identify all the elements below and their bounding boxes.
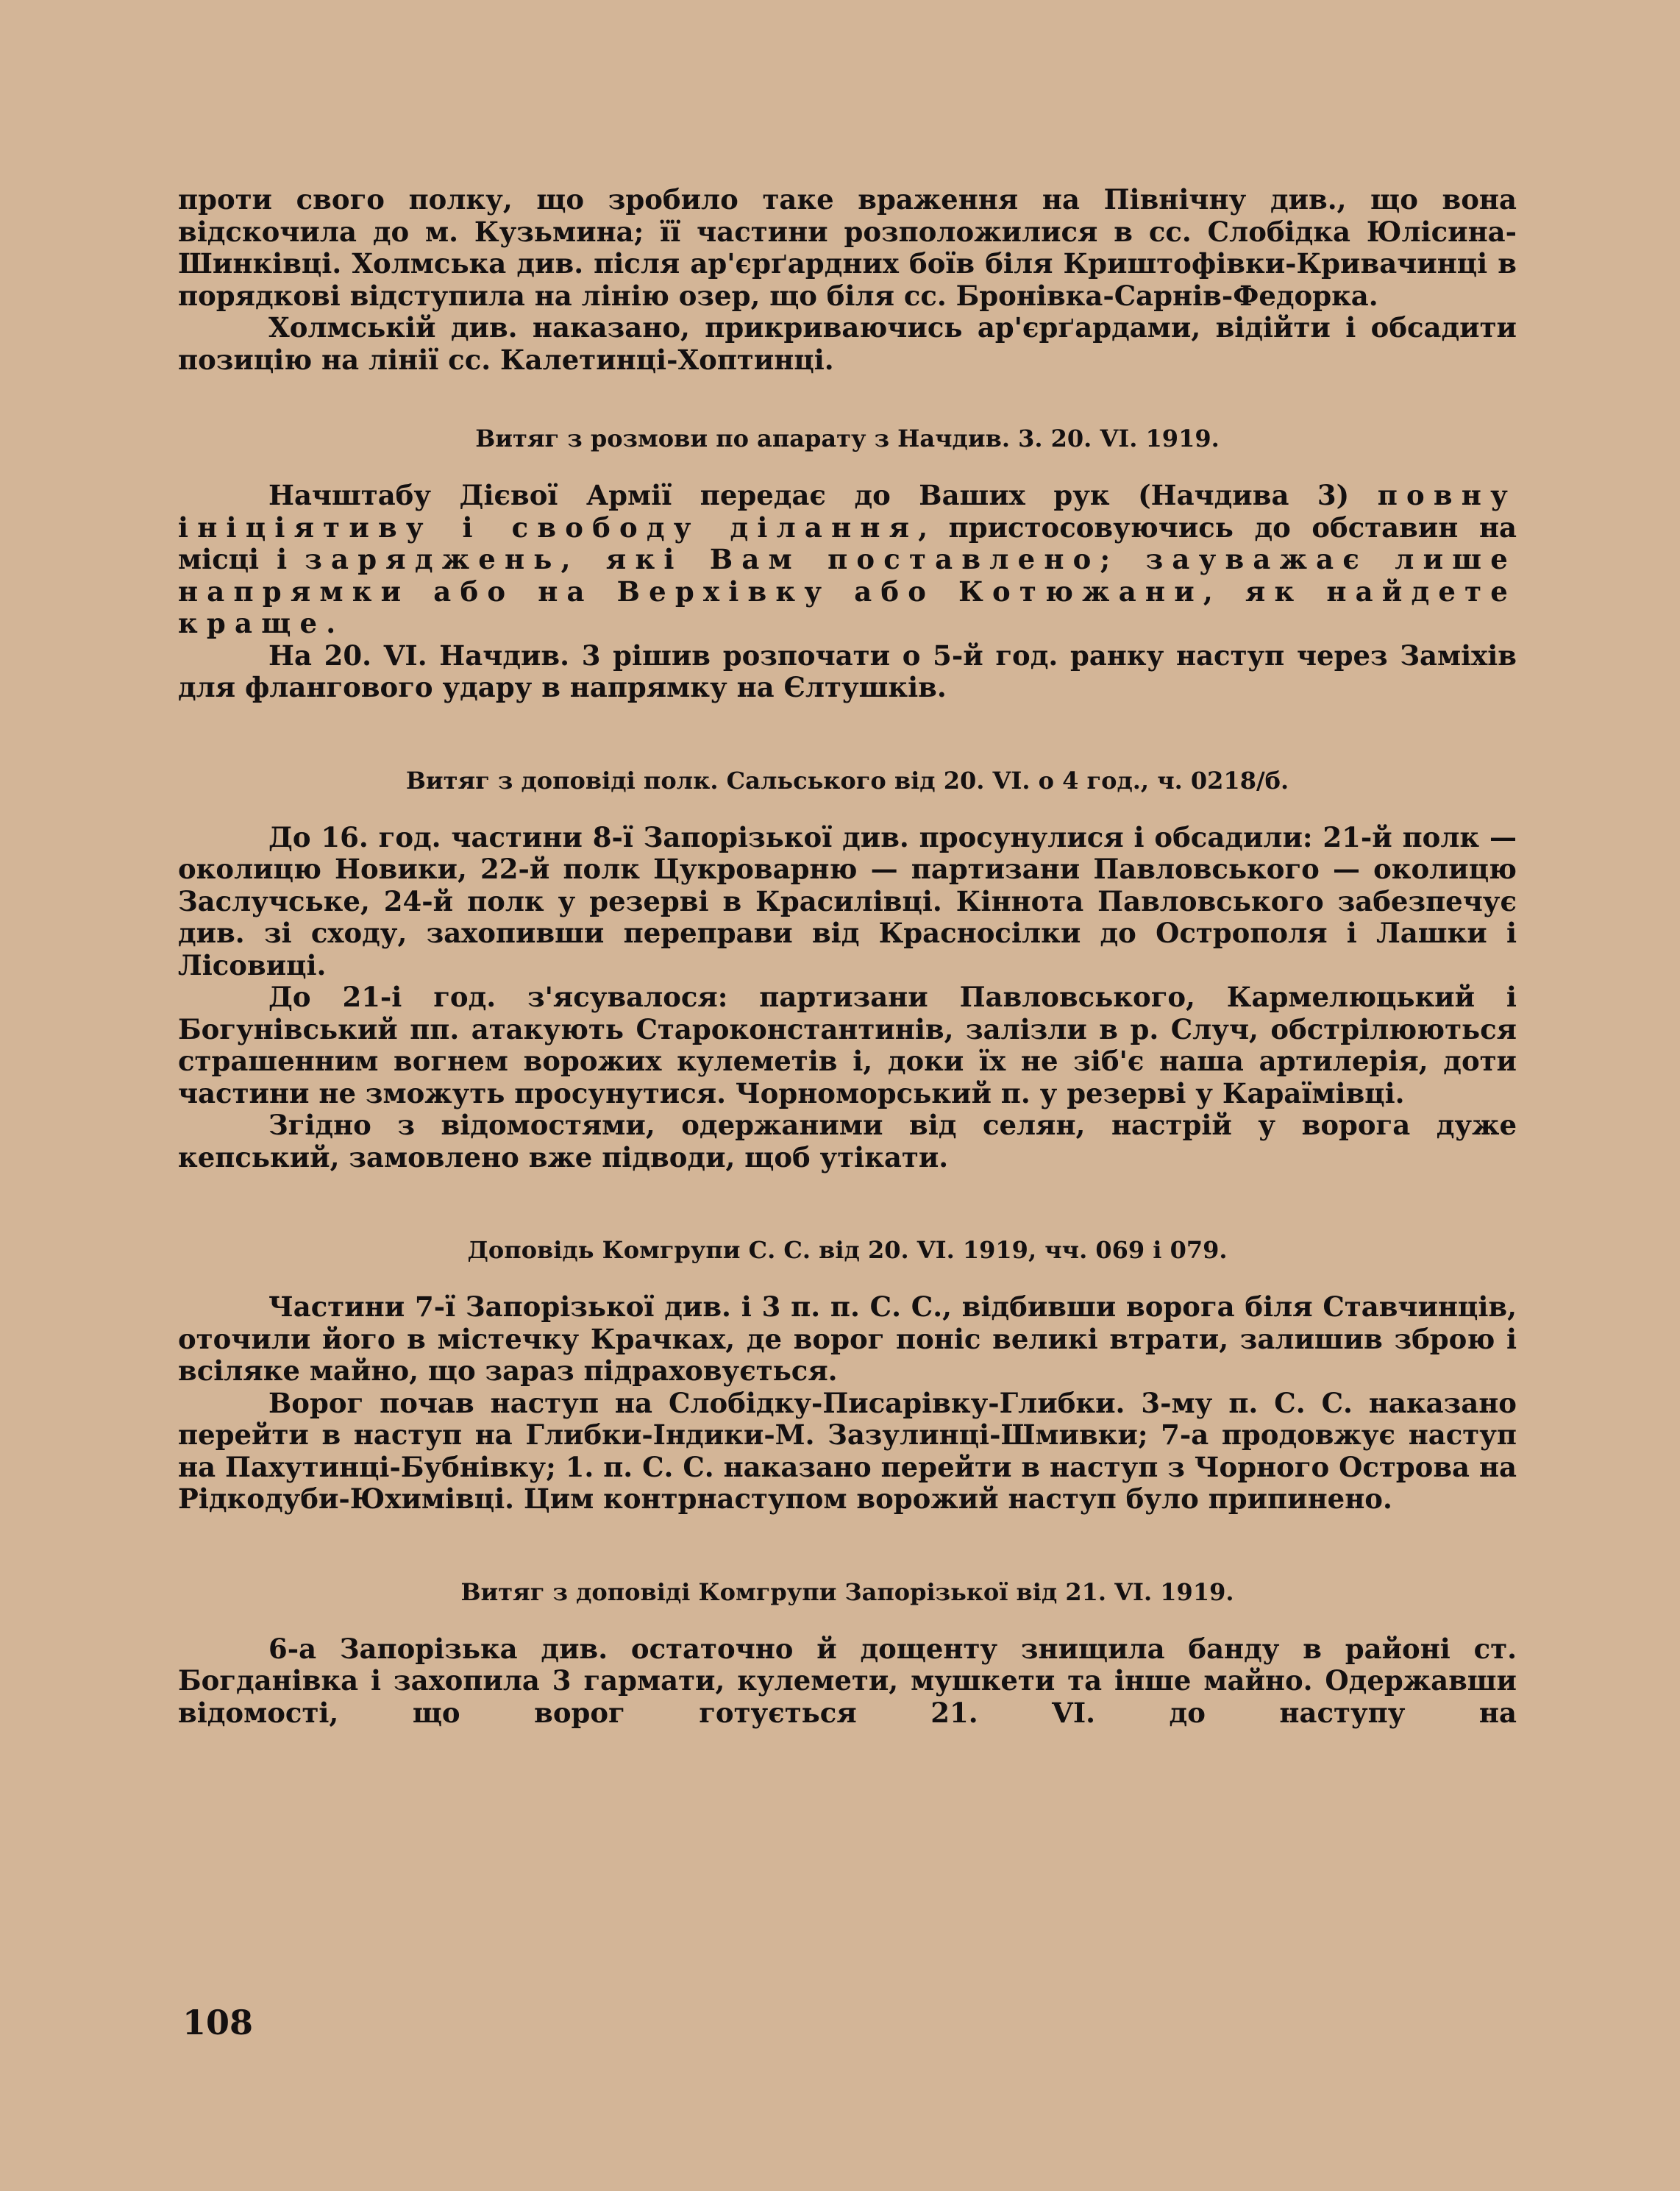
- section-heading: Доповідь Комгрупи С. С. від 20. VI. 1919, чч. 069 і 079.: [467, 1236, 1228, 1264]
- section-heading: Витяг з доповіді полк. Сальського від 20. VI. о 4 год., ч. 0218/б.: [405, 766, 1289, 795]
- page-number: 108: [182, 2003, 254, 2042]
- spaced-emphasis: повну ініціятиву і свободу ділання: [178, 479, 1517, 544]
- paragraph-lead: Начштабу Дієвої Армії передає до Ваших рук (Начдива 3): [268, 479, 1378, 511]
- paragraph: До 16. год. частини 8-ї Запорізької див. просунулися і обсадили: 21-й полк — околицю Новики, 22-й полк Цукроварню — партизани Павловського — околицю Заслучське, 24-й полк у резерві в Красилівці. Кіннота Павловського забезпечує див. зі сходу, захопивши переправи від Красносілки до Острополя і Лашки і Лісовиці.: [178, 820, 1517, 981]
- section-heading: Витяг з доповіді Комгрупи Запорізької від 21. VI. 1919.: [460, 1577, 1234, 1606]
- paragraph: Холмській див. наказано, прикриваючись ар'єрґардами, відійти і обсадити позицію на лінії сс. Калетинці-Хоптинці.: [178, 311, 1517, 376]
- section-conversation-excerpt: [178, 422, 1517, 704]
- paragraph-middle: , пристосовуючись до обставин на місці і: [178, 511, 1517, 575]
- section-ss-group-report: [178, 1234, 1517, 1516]
- paragraph: До 21-і год. з'ясувалося: партизани Павловського, Кармелюцький і Богунівський пп. атакують Староконстантинів, залізли в р. Случ, обстрілюються страшенним вогнем ворожих кулеметів і, доки їх не зіб'є наша артилерія, доти частини не зможуть просунутися. Чорноморський п. у резерві у Караїмівці.: [178, 981, 1517, 1109]
- spaced-emphasis: заряджень, які Вам поставлено; зауважає лише напрямки або на Верхівку або Котюжани, як найдете краще.: [178, 543, 1517, 639]
- paragraph: [178, 480, 1517, 640]
- continuation-section: [178, 184, 1517, 376]
- paragraph: проти свого полку, що зробило таке враження на Північну див., що вона відскочила до м. Кузьмина; її частини розположилися в сс. Слобідка Юлісина-Шинківці. Холмська див. після ар'єрґардних боїв біля Криштофівки-Кривачинці в порядкові відступила на лінію озер, що біля сс. Бронівка-Сарнів-Федорка.: [178, 183, 1517, 312]
- paragraph: 6-а Запорізька див. остаточно й дощенту знищила банду в районі ст. Богданівка і захопила 3 гармати, кулемети, мушкети та інше майно. Одержавши відомості, що ворог готується 21. VI. до наступу на: [178, 1632, 1517, 1729]
- document-page: [178, 184, 1517, 1729]
- section-zaporizhian-group-report: [178, 1576, 1517, 1730]
- section-salsky-report: [178, 764, 1517, 1174]
- paragraph: Згідно з відомостями, одержаними від селян, настрій у ворога дуже кепський, замовлено вже підводи, щоб утікати.: [178, 1109, 1517, 1173]
- paragraph: Частини 7-ї Запорізької див. і 3 п. п. С. С., відбивши ворога біля Ставчинців, оточили його в містечку Крачках, де ворог поніс великі втрати, залишив зброю і всіляке майно, що зараз підраховується.: [178, 1290, 1517, 1387]
- paragraph: На 20. VI. Начдив. 3 рішив розпочати о 5-й год. ранку наступ через Заміхів для флангового удару в напрямку на Єлтушків.: [178, 639, 1517, 703]
- section-heading: Витяг з розмови по апарату з Начдив. 3. 20. VI. 1919.: [475, 425, 1220, 452]
- paragraph: Ворог почав наступ на Слобідку-Писарівку-Глибки. 3-му п. С. С. наказано перейти в наступ на Глибки-Індики-М. Зазулинці-Шмивки; 7-а продовжує наступ на Пахутинці-Бубнівку; 1. п. С. С. наказано перейти в наступ з Чорного Острова на Рідкодуби-Юхимівці. Цим контрнаступом ворожий наступ було припинено.: [178, 1386, 1517, 1515]
